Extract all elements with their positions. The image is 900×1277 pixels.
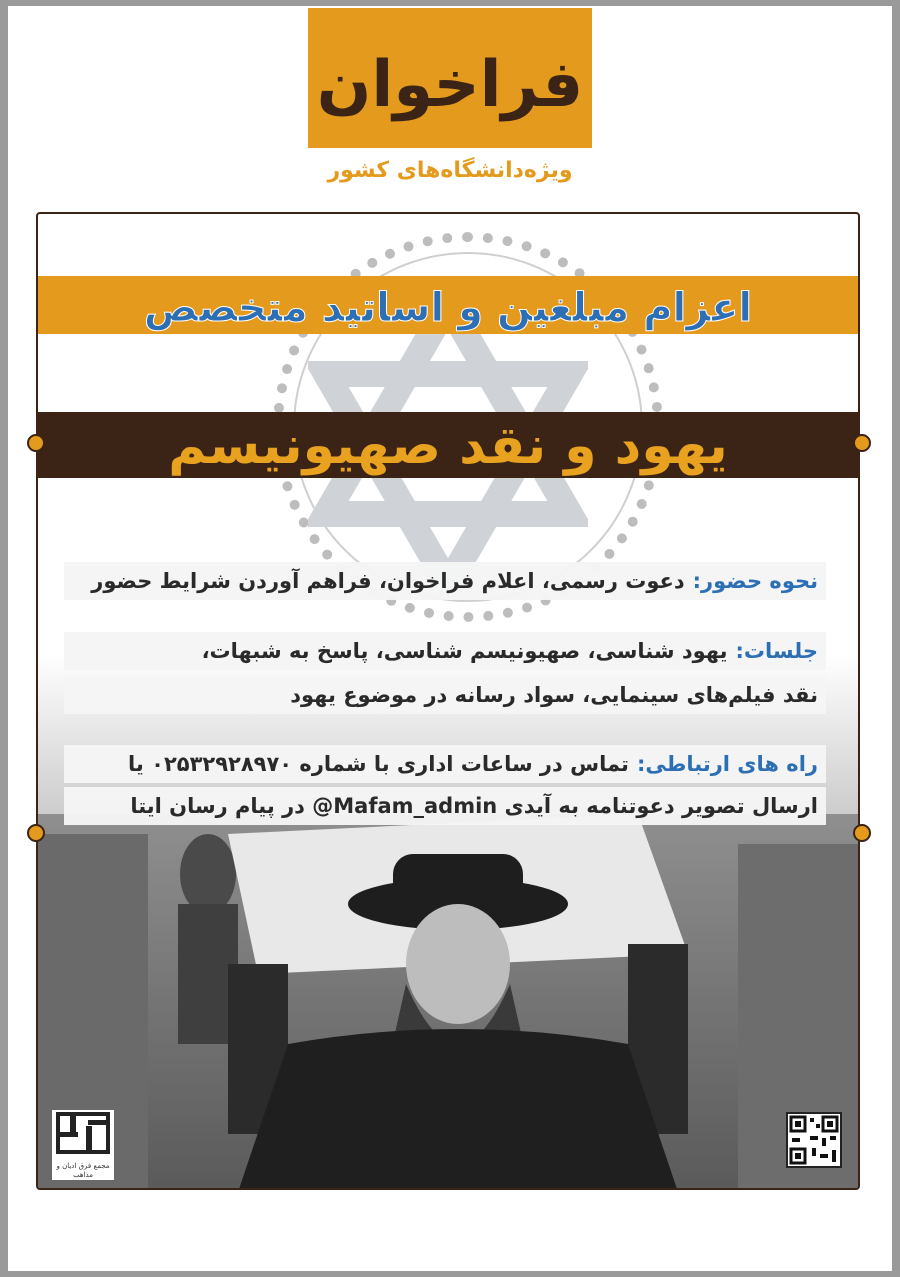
logo-caption: مجمع فرق ادیان و مذاهب — [56, 1162, 110, 1179]
poster-title: فراخوان — [316, 48, 584, 122]
protest-photo — [38, 814, 858, 1190]
attendance-text: دعوت رسمی، اعلام فراخوان، فراهم آوردن شرایط حضور — [91, 569, 685, 593]
contact-row-1 — [64, 745, 826, 783]
ornament-dot-right-bottom — [853, 824, 871, 842]
contact-label: راه های ارتباطی: — [636, 752, 818, 776]
sessions-text-1: یهود شناسی، صهیونیسم شناسی، پاسخ به شبهات، — [201, 639, 728, 663]
contact-row-2 — [64, 787, 826, 825]
sessions-row-1 — [64, 632, 826, 670]
organization-logo — [52, 1110, 114, 1180]
qr-code-icon — [788, 1114, 840, 1166]
banner-topic: یهود و نقد صهیونیسم — [168, 416, 728, 476]
ornament-dot-left-top — [27, 434, 45, 452]
ornament-dot-left-bottom — [27, 824, 45, 842]
attendance-row — [64, 562, 826, 600]
sessions-row-2 — [64, 676, 826, 714]
sessions-text-2: نقد فیلم‌های سینمایی، سواد رسانه در موضوع یهود — [290, 683, 818, 707]
sessions-label: جلسات: — [735, 639, 818, 663]
contact-text-2: ارسال تصویر دعوتنامه به آیدی Mafam_admin@ در پیام رسان ایتا — [130, 794, 818, 818]
banner-headline: اعزام مبلغین و اساتید متخصص — [143, 285, 753, 331]
poster-subtitle: ویژه‌دانشگاه‌های کشور — [327, 158, 573, 183]
maafm-logo-icon — [52, 1110, 114, 1158]
attendance-label: نحوه حضور: — [692, 569, 818, 593]
contact-text-1: تماس در ساعات اداری با شماره ۰۲۵۳۲۹۲۸۹۷۰ یا — [128, 752, 629, 776]
ornament-dot-right-top — [853, 434, 871, 452]
qr-code[interactable] — [786, 1112, 842, 1168]
